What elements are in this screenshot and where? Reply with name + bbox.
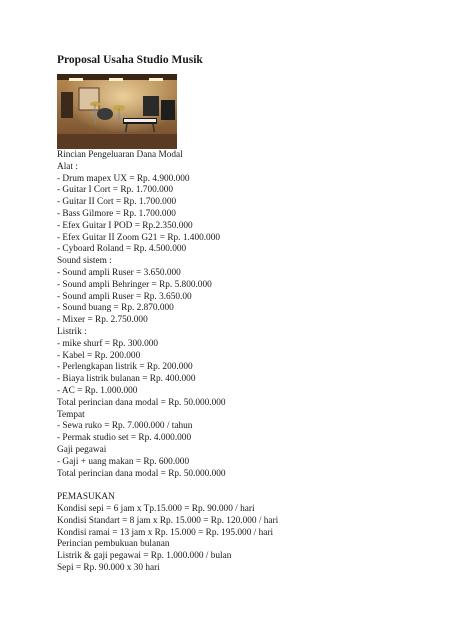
text-line: - Efex Guitar II Zoom G21 = Rp. 1.400.000 [57, 232, 221, 243]
document-title: Proposal Usaha Studio Musik [57, 54, 203, 66]
text-line: - mike shurf = Rp. 300.000 [57, 338, 159, 349]
text-line: Tempat [57, 409, 85, 420]
text-line: Rincian Pengeluaran Dana Modal [57, 150, 183, 160]
text-line: Listrik : [57, 326, 87, 337]
text-line: Kondisi sepi = 6 jam x Tp.15.000 = Rp. 90.000 / hari [57, 503, 255, 514]
text-line: - Permak studio set = Rp. 4.000.000 [57, 433, 192, 444]
text-line: Sepi = Rp. 90.000 x 30 hari [57, 562, 160, 573]
text-line: Total perincian dana modal = Rp. 50.000.000 [57, 397, 226, 408]
text-line: - Sound ampli Ruser = 3.650.000 [57, 267, 181, 278]
text-line: - Guitar II Cort = Rp. 1.700.000 [57, 197, 177, 208]
text-line: Total perincian dana modal = Rp. 50.000.000 [57, 468, 226, 479]
text-line: - Drum mapex UX = Rp. 4.900.000 [57, 173, 190, 184]
text-line: - Gaji + uang makan = Rp. 600.000 [57, 456, 190, 467]
text-line: - Kabel = Rp. 200.000 [57, 350, 141, 361]
text-line: - Bass Gilmore = Rp. 1.700.000 [57, 208, 176, 219]
text-line: Gaji pegawai [57, 444, 107, 455]
text-line: Kondisi Standart = 8 jam x Rp. 15.000 = Rp. 120.000 / hari [57, 515, 279, 526]
text-line: Listrik & gaji pegawai = Rp. 1.000.000 / bulan [57, 551, 232, 562]
text-line: - Efex Guitar I POD = Rp.2.350.000 [57, 220, 193, 231]
blank-line [57, 480, 278, 492]
text-line: - Sound ampli Behringer = Rp. 5.800.000 [57, 279, 212, 290]
text-line: - Cyboard Roland = Rp. 4.500.000 [57, 244, 187, 255]
document-body [57, 150, 278, 575]
text-line: - Biaya listrik bulanan = Rp. 400.000 [57, 374, 196, 385]
text-line: - Mixer = Rp. 2.750.000 [57, 315, 148, 326]
studio-photo-illustration [57, 74, 177, 149]
text-line: - AC = Rp. 1.000.000 [57, 385, 138, 396]
text-line: Alat : [57, 161, 78, 172]
text-line: Perincian pembukuan bulanan [57, 539, 170, 550]
studio-photo [57, 74, 177, 149]
text-line: Kondisi ramai = 13 jam x Rp. 15.000 = Rp. 195.000 / hari [57, 527, 274, 538]
text-line: - Sound ampli Ruser = Rp. 3.650.00 [57, 291, 192, 302]
text-line: PEMASUKAN [57, 492, 115, 503]
text-line: - Sound buang = Rp. 2.870.000 [57, 303, 174, 314]
text-line: - Guitar I Cort = Rp. 1.700.000 [57, 185, 174, 196]
text-line: Sound sistem : [57, 256, 112, 267]
text-line: - Perlengkapan listrik = Rp. 200.000 [57, 362, 193, 373]
text-line: - Sewa ruko = Rp. 7.000.000 / tahun [57, 421, 193, 432]
